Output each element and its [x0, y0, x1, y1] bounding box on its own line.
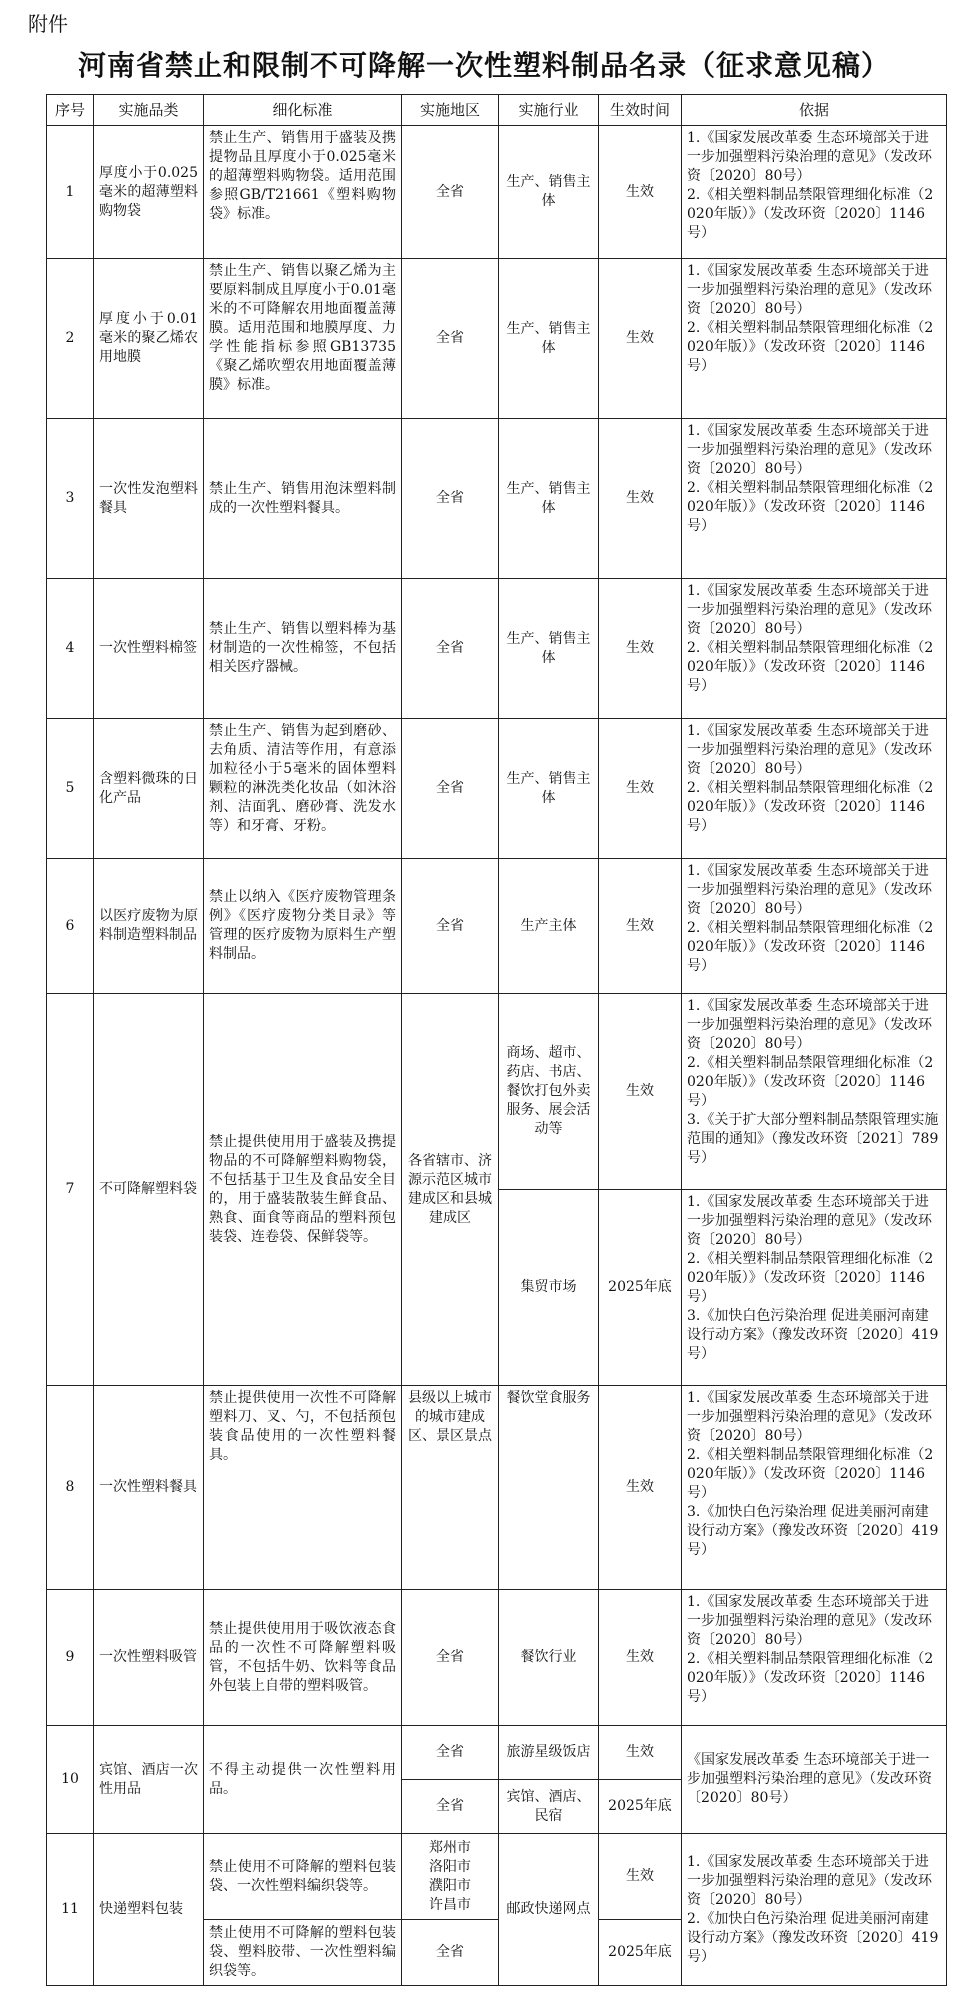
table-row: [47, 859, 947, 994]
row-industry: 旅游星级饭店: [499, 1726, 599, 1780]
row-industry: 商场、超市、药店、书店、餐饮打包外卖服务、展会活动等: [499, 994, 599, 1190]
header-region: 实施地区: [402, 95, 499, 126]
row-basis: 1.《国家发展改革委 生态环境部关于进一步加强塑料污染治理的意见》（发改环资〔2020〕80号） 2.《相关塑料制品禁限管理细化标准（2020年版）》（发改环资〔2020〕1146号）: [682, 259, 947, 419]
row-region: 全省: [402, 1726, 499, 1780]
basis-extra-text: 3.《关于扩大部分塑料制品禁限管理实施范围的通知》（豫发改环资〔2021〕789号）: [687, 1112, 939, 1166]
attachment-label: 附件: [28, 12, 68, 36]
row-no: 2: [47, 259, 94, 419]
basis-extra-text: 3.《加快白色污染治理 促进美丽河南建设行动方案》（豫发改环资〔2020〕419号）: [687, 1504, 939, 1558]
row-effective: 生效: [599, 126, 682, 259]
row-category: 厚度小于0.025毫米的超薄塑料购物袋: [94, 126, 204, 259]
row-no: 6: [47, 859, 94, 994]
row-basis: 1.《国家发展改革委 生态环境部关于进一步加强塑料污染治理的意见》（发改环资〔2020〕80号） 2.《相关塑料制品禁限管理细化标准（2020年版）》（发改环资〔2020〕1146号）: [682, 719, 947, 859]
row-no: 7: [47, 994, 94, 1386]
row-category: 含塑料微珠的日化产品: [94, 719, 204, 859]
row-industry: 生产主体: [499, 859, 599, 994]
basis-extra-text: 3.《加快白色污染治理 促进美丽河南建设行动方案》（豫发改环资〔2020〕419号）: [687, 1308, 939, 1362]
row-industry: 邮政快递网点: [499, 1834, 599, 1986]
row-no: 11: [47, 1834, 94, 1986]
row-industry: 餐饮堂食服务: [499, 1386, 599, 1590]
header-no: 序号: [47, 95, 94, 126]
table-header-row: [47, 95, 947, 126]
row-region: 全省: [402, 1780, 499, 1834]
row-standard: 禁止生产、销售为起到磨砂、去角质、清洁等作用，有意添加粒径小于5毫米的固体塑料颗粒的淋洗类化妆品（如沐浴剂、洁面乳、磨砂膏、洗发水等）和牙膏、牙粉。: [204, 719, 402, 859]
table-row: [47, 1590, 947, 1726]
row-region: 全省: [402, 419, 499, 579]
row-standard: 禁止使用不可降解的塑料包装袋、塑料胶带、一次性塑料编织袋等。: [204, 1920, 402, 1986]
row-standard: 禁止提供使用用于吸饮液态食品的一次性不可降解塑料吸管，不包括牛奶、饮料等食品外包装上自带的塑料吸管。: [204, 1590, 402, 1726]
row-region: 全省: [402, 859, 499, 994]
row-standard: 不得主动提供一次性塑料用品。: [204, 1726, 402, 1834]
basis-common-text: 1.《国家发展改革委 生态环境部关于进一步加强塑料污染治理的意见》（发改环资〔2020〕80号） 2.《相关塑料制品禁限管理细化标准（2020年版）》（发改环资〔2020〕1146号）: [687, 998, 934, 1109]
row-region: 县级以上城市的城市建成区、景区景点: [402, 1386, 499, 1590]
table-row: [47, 259, 947, 419]
row-basis: 1.《国家发展改革委 生态环境部关于进一步加强塑料污染治理的意见》（发改环资〔2020〕80号） 2.《相关塑料制品禁限管理细化标准（2020年版）》（发改环资〔2020〕1146号）: [682, 1590, 947, 1726]
row-standard: 禁止以纳入《医疗废物管理条例》《医疗废物分类目录》等管理的医疗废物为原料生产塑料制品。: [204, 859, 402, 994]
row-industry: 生产、销售主体: [499, 259, 599, 419]
row-standard: 禁止提供使用一次性不可降解塑料刀、叉、勺，不包括预包装食品使用的一次性塑料餐具。: [204, 1386, 402, 1590]
row-effective: 2025年底: [599, 1920, 682, 1986]
row-industry: 生产、销售主体: [499, 126, 599, 259]
row-basis: 1.《国家发展改革委 生态环境部关于进一步加强塑料污染治理的意见》（发改环资〔2020〕80号） 2.《相关塑料制品禁限管理细化标准（2020年版）》（发改环资〔2020〕1146号）: [682, 419, 947, 579]
row-region: 全省: [402, 126, 499, 259]
row-industry: 集贸市场: [499, 1190, 599, 1386]
row-no: 8: [47, 1386, 94, 1590]
row-effective: 生效: [599, 1834, 682, 1920]
row-effective: 2025年底: [599, 1190, 682, 1386]
header-industry: 实施行业: [499, 95, 599, 126]
row-region: 全省: [402, 259, 499, 419]
row-basis: [682, 994, 947, 1190]
row-standard: 禁止提供使用用于盛装及携提物品的不可降解塑料购物袋，不包括基于卫生及食品安全目的，用于盛装散装生鲜食品、熟食、面食等商品的塑料预包装袋、连卷袋、保鲜袋等。: [204, 994, 402, 1386]
row-basis: 1.《国家发展改革委 生态环境部关于进一步加强塑料污染治理的意见》（发改环资〔2020〕80号） 2.《相关塑料制品禁限管理细化标准（2020年版）》（发改环资〔2020〕1146号）: [682, 579, 947, 719]
row-no: 1: [47, 126, 94, 259]
row-basis: [682, 1386, 947, 1590]
table-row: [47, 1726, 947, 1780]
table-row: [47, 994, 947, 1190]
row-category: 一次性发泡塑料餐具: [94, 419, 204, 579]
table-row: [47, 1834, 947, 1920]
row-effective: 生效: [599, 259, 682, 419]
row-no: 3: [47, 419, 94, 579]
row-effective: 生效: [599, 859, 682, 994]
row-industry: 生产、销售主体: [499, 419, 599, 579]
header-basis: 依据: [682, 95, 947, 126]
row-standard: 禁止生产、销售用于盛装及携提物品且厚度小于0.025毫米的超薄塑料购物袋。适用范围参照GB/T21661《塑料购物袋》标准。: [204, 126, 402, 259]
row-no: 9: [47, 1590, 94, 1726]
row-industry: 生产、销售主体: [499, 719, 599, 859]
table-row: [47, 1386, 947, 1590]
basis-common-text: 1.《国家发展改革委 生态环境部关于进一步加强塑料污染治理的意见》（发改环资〔2020〕80号） 2.《相关塑料制品禁限管理细化标准（2020年版）》（发改环资〔2020〕1146号）: [687, 1390, 934, 1501]
row-no: 4: [47, 579, 94, 719]
table-row: [47, 419, 947, 579]
table-row: [47, 719, 947, 859]
row-basis: 1.《国家发展改革委 生态环境部关于进一步加强塑料污染治理的意见》（发改环资〔2020〕80号） 2.《相关塑料制品禁限管理细化标准（2020年版）》（发改环资〔2020〕1146号）: [682, 859, 947, 994]
table-row: [47, 126, 947, 259]
row-effective: 生效: [599, 579, 682, 719]
row-effective: 2025年底: [599, 1780, 682, 1834]
row-industry: 生产、销售主体: [499, 579, 599, 719]
row-basis: 《国家发展改革委 生态环境部关于进一步加强塑料污染治理的意见》（发改环资〔2020〕80号）: [682, 1726, 947, 1834]
row-region: 郑州市 洛阳市 濮阳市 许昌市: [402, 1834, 499, 1920]
row-standard: 禁止使用不可降解的塑料包装袋、一次性塑料编织袋等。: [204, 1834, 402, 1920]
row-effective: 生效: [599, 994, 682, 1190]
row-region: 全省: [402, 1590, 499, 1726]
row-industry: 餐饮行业: [499, 1590, 599, 1726]
page-title: 河南省禁止和限制不可降解一次性塑料制品名录（征求意见稿）: [77, 49, 890, 82]
row-category: 快递塑料包装: [94, 1834, 204, 1986]
row-region: 全省: [402, 579, 499, 719]
row-category: 宾馆、酒店一次性用品: [94, 1726, 204, 1834]
row-no: 5: [47, 719, 94, 859]
row-effective: 生效: [599, 1590, 682, 1726]
row-no: 10: [47, 1726, 94, 1834]
row-effective: 生效: [599, 419, 682, 579]
row-basis: [682, 1190, 947, 1386]
row-standard: 禁止生产、销售以聚乙烯为主要原料制成且厚度小于0.01毫米的不可降解农用地面覆盖薄膜。适用范围和地膜厚度、力学性能指标参照GB13735《聚乙烯吹塑农用地面覆盖薄膜》标准。: [204, 259, 402, 419]
row-industry: 宾馆、酒店、民宿: [499, 1780, 599, 1834]
header-effective: 生效时间: [599, 95, 682, 126]
row-region: 全省: [402, 1920, 499, 1986]
row-effective: 生效: [599, 1726, 682, 1780]
row-region: 各省辖市、济源示范区城市建成区和县城建成区: [402, 994, 499, 1386]
row-category: 一次性塑料餐具: [94, 1386, 204, 1590]
row-region: 全省: [402, 719, 499, 859]
row-basis: 1.《国家发展改革委 生态环境部关于进一步加强塑料污染治理的意见》（发改环资〔2020〕80号） 2.《加快白色污染治理 促进美丽河南建设行动方案》（豫发改环资〔2020〕419号）: [682, 1834, 947, 1986]
row-effective: 生效: [599, 719, 682, 859]
basis-common-text: 1.《国家发展改革委 生态环境部关于进一步加强塑料污染治理的意见》（发改环资〔2020〕80号） 2.《相关塑料制品禁限管理细化标准（2020年版）》（发改环资〔2020〕1146号）: [687, 1194, 934, 1305]
row-standard: 禁止生产、销售以塑料棒为基材制造的一次性棉签，不包括相关医疗器械。: [204, 579, 402, 719]
row-basis: 1.《国家发展改革委 生态环境部关于进一步加强塑料污染治理的意见》（发改环资〔2020〕80号） 2.《相关塑料制品禁限管理细化标准（2020年版）》（发改环资〔2020〕1146号）: [682, 126, 947, 259]
row-category: 以医疗废物为原料制造塑料制品: [94, 859, 204, 994]
header-category: 实施品类: [94, 95, 204, 126]
row-effective: 生效: [599, 1386, 682, 1590]
catalog-table: [46, 94, 947, 1986]
row-category: 厚度小于0.01毫米的聚乙烯农用地膜: [94, 259, 204, 419]
row-category: 一次性塑料棉签: [94, 579, 204, 719]
table-row: [47, 579, 947, 719]
row-standard: 禁止生产、销售用泡沫塑料制成的一次性塑料餐具。: [204, 419, 402, 579]
header-standard: 细化标准: [204, 95, 402, 126]
row-category: 不可降解塑料袋: [94, 994, 204, 1386]
row-category: 一次性塑料吸管: [94, 1590, 204, 1726]
